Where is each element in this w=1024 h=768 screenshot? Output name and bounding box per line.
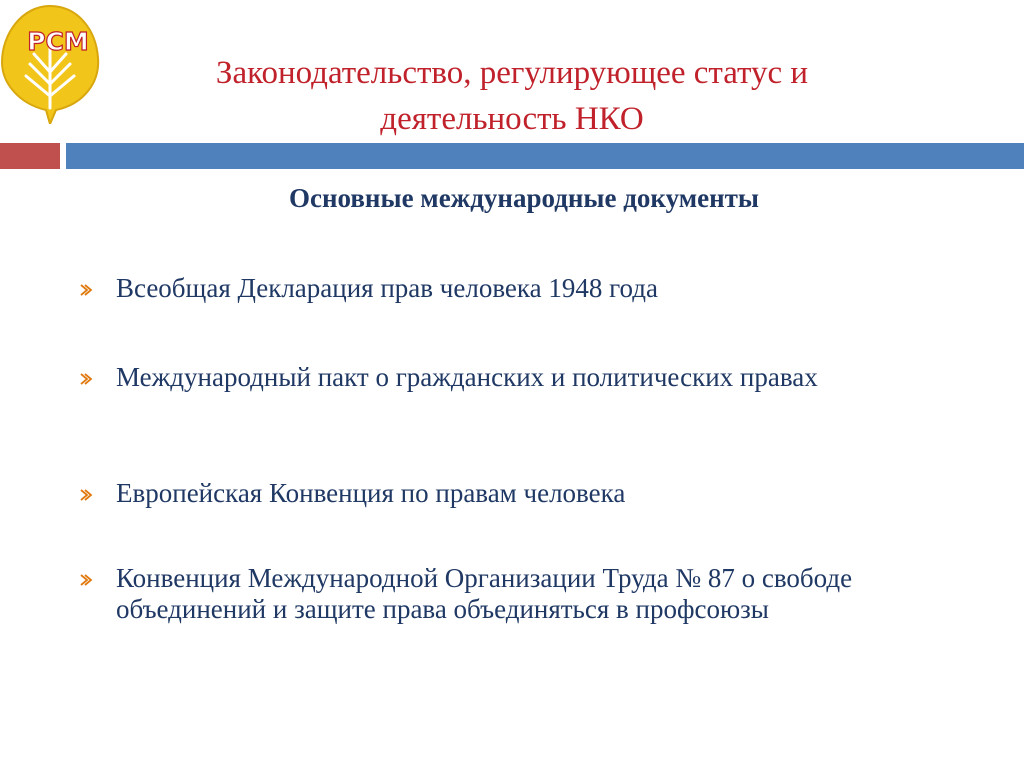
title-line-1: Законодательство, регулирующее статус и: [215, 55, 809, 91]
slide-subtitle: Основные международные документы: [288, 183, 759, 213]
birch-leaf-logo-icon: [0, 0, 112, 124]
list-item-text: Европейская Конвенция по правам человека: [116, 478, 626, 508]
accent-bar-right: [66, 143, 1024, 169]
title-line-2: деятельность НКО: [380, 101, 644, 137]
accent-bar-left: [0, 143, 60, 169]
slide-title: [112, 50, 912, 142]
list-item: [78, 362, 938, 393]
logo-text: РСМ: [27, 27, 89, 56]
list-item: [78, 478, 938, 509]
chevron-right-icon: [78, 487, 94, 503]
rsm-logo: [0, 0, 112, 124]
list-item-text: Всеобщая Декларация прав человека 1948 года: [116, 273, 658, 303]
chevron-right-icon: [78, 572, 94, 588]
list-item: [78, 273, 938, 304]
chevron-right-icon: [78, 282, 94, 298]
list-item-text: Международный пакт о гражданских и политических правах: [116, 362, 818, 392]
list-item-text: Конвенция Международной Организации Труда № 87 о свободе объединений и защите права объединяться в профсоюзы: [116, 563, 853, 624]
chevron-right-icon: [78, 371, 94, 387]
list-item: [78, 563, 938, 625]
